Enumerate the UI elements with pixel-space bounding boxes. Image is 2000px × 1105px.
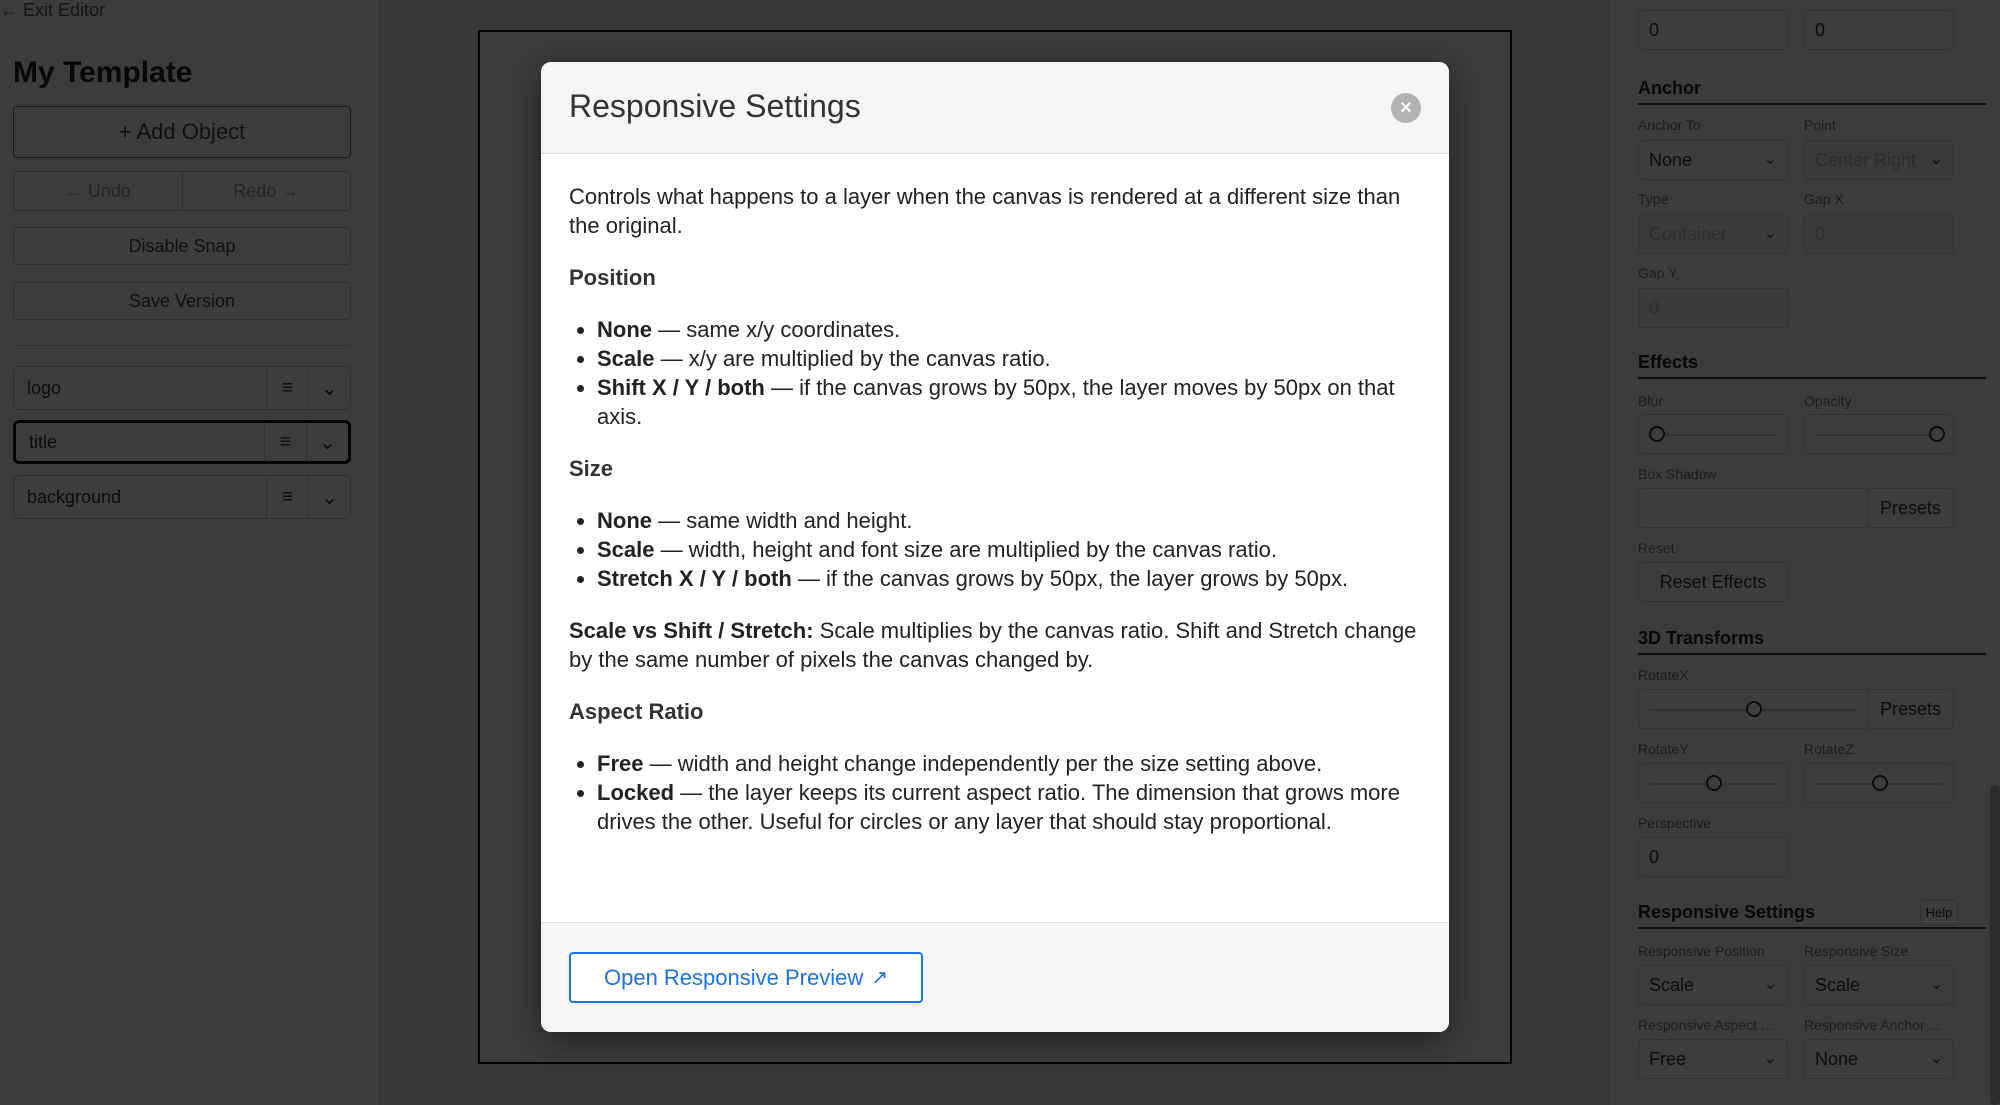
list-item-term: Scale: [597, 537, 655, 562]
modal-footer: [541, 922, 1449, 1032]
list-item-desc: — if the canvas grows by 50px, the layer grows by 50px.: [791, 566, 1349, 591]
list-item-term: Stretch X / Y / both: [597, 566, 792, 591]
list-item-desc: — same x/y coordinates.: [652, 317, 901, 342]
list-item-desc: — width, height and font size are multiplied by the canvas ratio.: [654, 537, 1277, 562]
size-list: [597, 506, 1421, 593]
scale-vs-term: Scale vs Shift / Stretch:: [569, 618, 814, 643]
modal-body: [541, 154, 1449, 922]
size-heading: Size: [569, 456, 614, 481]
external-link-icon: ↗: [871, 967, 888, 989]
list-item: [597, 749, 1421, 778]
open-responsive-preview-button[interactable]: [569, 952, 923, 1003]
close-icon[interactable]: ×: [1391, 93, 1421, 123]
list-item-desc: — same width and height.: [652, 508, 913, 533]
responsive-settings-modal: [541, 62, 1449, 1032]
modal-title: Responsive Settings: [569, 88, 861, 124]
position-list: [597, 315, 1421, 431]
aspect-ratio-heading: Aspect Ratio: [569, 699, 704, 724]
intro-text: Controls what happens to a layer when the canvas is rendered at a different size than the original.: [569, 184, 1401, 238]
list-item-desc: — width and height change independently per the size setting above.: [643, 751, 1323, 776]
list-item: [597, 778, 1421, 836]
scale-vs-shift-note: [569, 616, 1421, 674]
aspect-ratio-list: [597, 749, 1421, 836]
list-item: [597, 344, 1421, 373]
open-preview-label: Open Responsive Preview: [603, 964, 864, 990]
list-item-desc: — if the canvas grows by 50px, the layer moves by 50px on that axis.: [597, 375, 1395, 429]
scale-vs-desc: Scale multiplies by the canvas ratio. Shift and Stretch change by the same number of pixels the canvas changed by.: [569, 618, 1417, 672]
position-heading: Position: [569, 265, 656, 290]
list-item-term: None: [597, 508, 652, 533]
list-item-term: Shift X / Y / both: [597, 375, 765, 400]
list-item: [597, 506, 1421, 535]
modal-header: [541, 62, 1449, 154]
list-item-term: Scale: [597, 346, 655, 371]
list-item: [597, 373, 1421, 431]
list-item: [597, 315, 1421, 344]
list-item-desc: — the layer keeps its current aspect ratio. The dimension that grows more drives the other. Useful for circles or any layer that should stay proportional.: [597, 780, 1400, 834]
list-item-desc: — x/y are multiplied by the canvas ratio.: [654, 346, 1051, 371]
list-item-term: None: [597, 317, 652, 342]
list-item-term: Free: [597, 751, 644, 776]
list-item-term: Locked: [597, 780, 675, 805]
list-item: [597, 564, 1421, 593]
list-item: [597, 535, 1421, 564]
